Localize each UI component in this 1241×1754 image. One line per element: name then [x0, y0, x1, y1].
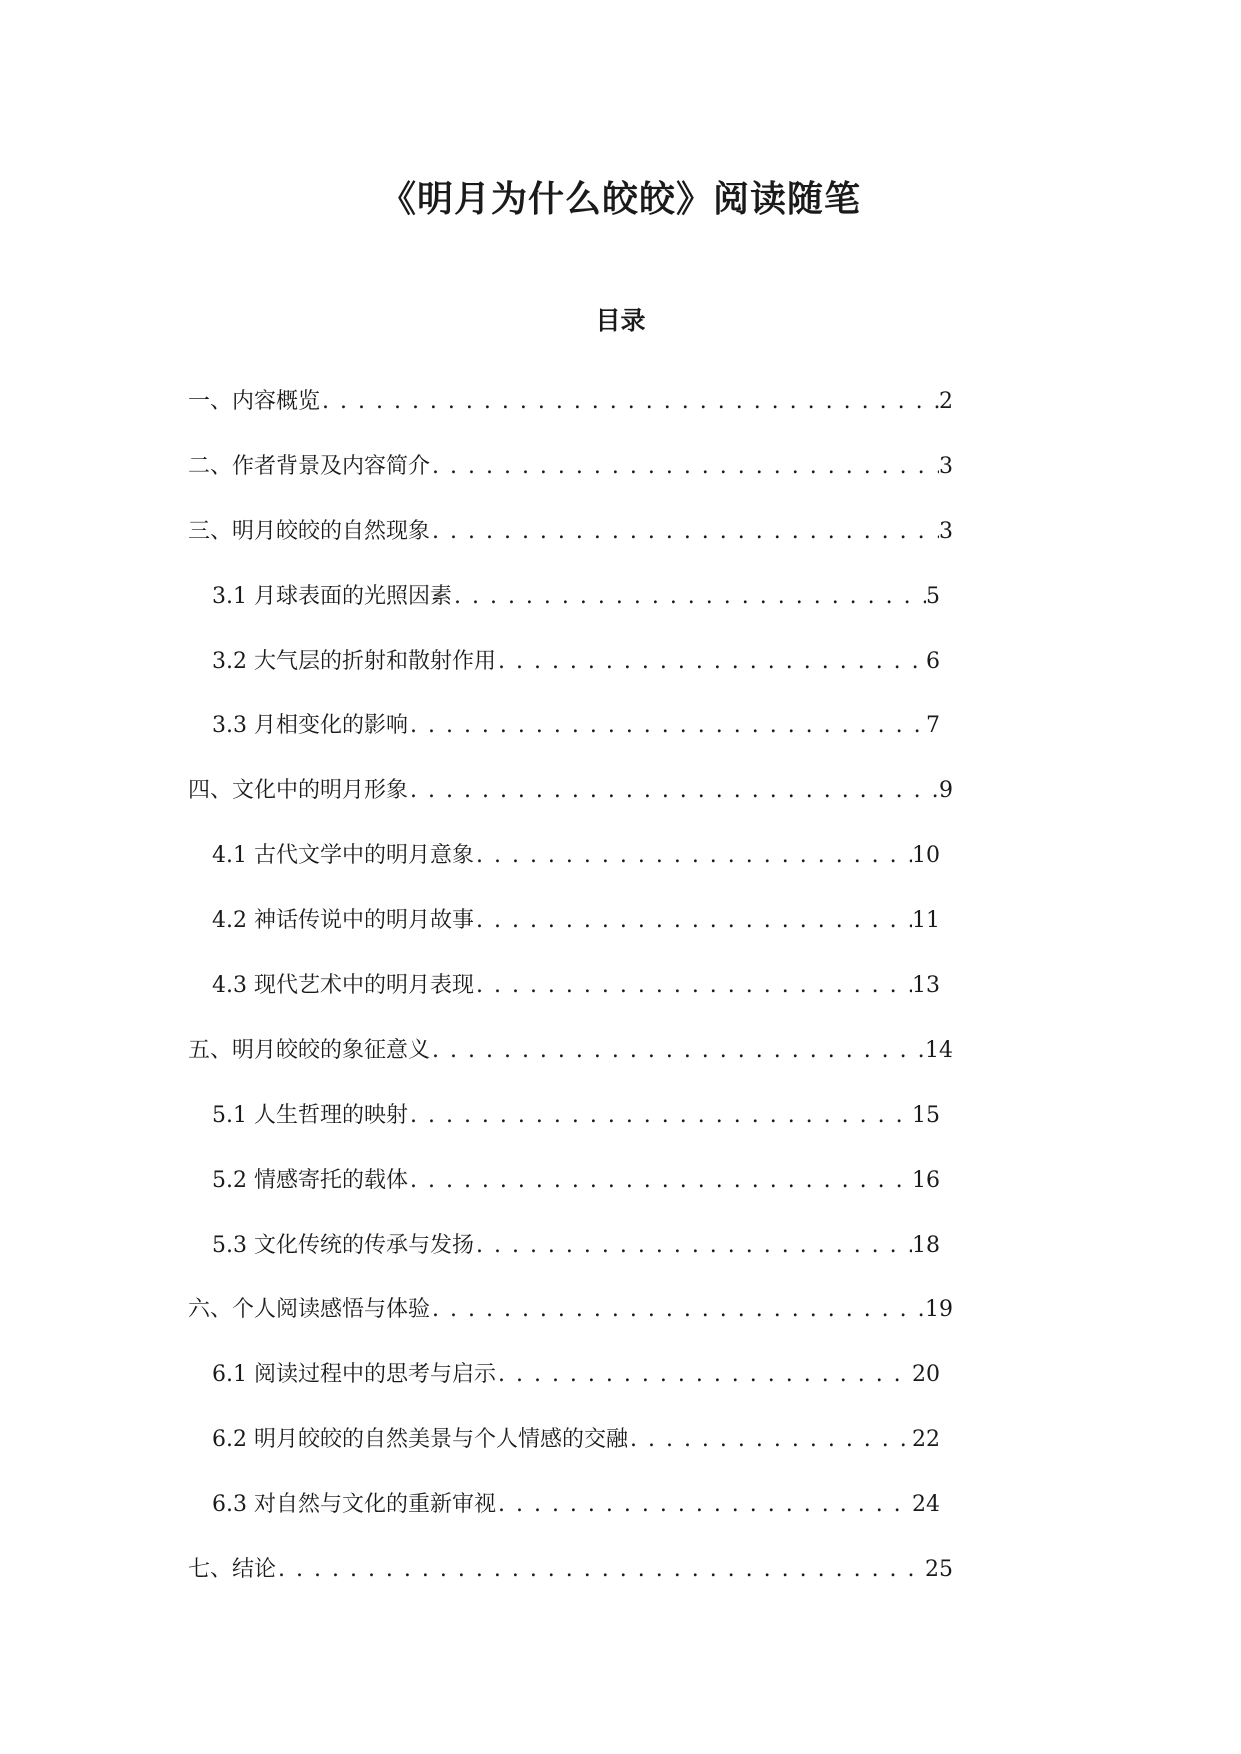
toc-page-number: 16	[912, 1167, 940, 1193]
toc-entry-label: 六、个人阅读感悟与体验	[188, 1297, 431, 1323]
toc-subentry[interactable]	[0, 968, 940, 1033]
toc-entry-label: 6.3 对自然与文化的重新审视	[212, 1492, 496, 1518]
toc-entry-label: 3.1 月球表面的光照因素	[212, 583, 452, 609]
toc-subentry[interactable]	[0, 708, 940, 773]
toc-entry-label: 5.1 人生哲理的映射	[212, 1102, 408, 1128]
toc-page-number: 2	[939, 389, 953, 414]
toc-page-number: 20	[912, 1362, 940, 1388]
toc-leader-dots	[430, 514, 939, 550]
toc-entry[interactable]	[0, 1292, 953, 1357]
toc-leader-dots	[496, 644, 926, 680]
toc-entry-label: 3.3 月相变化的影响	[212, 713, 408, 739]
toc-page-number: 3	[939, 518, 953, 544]
toc-page-number: 9	[939, 778, 953, 804]
toc-leader-dots	[496, 1357, 912, 1393]
toc-leader-dots	[496, 1487, 912, 1523]
toc-page-number: 3	[939, 453, 953, 479]
toc-leader-dots	[628, 1422, 912, 1458]
toc-subentry[interactable]	[0, 579, 940, 644]
toc-leader-dots	[408, 1163, 912, 1199]
toc-page-number: 14	[925, 1037, 953, 1063]
toc-leader-dots	[452, 579, 926, 615]
toc-entry-label: 三、明月皎皎的自然现象	[188, 518, 431, 544]
toc-entry-label: 四、文化中的明月形象	[188, 778, 409, 804]
toc-entry[interactable]	[0, 773, 953, 838]
toc-leader-dots	[430, 1292, 925, 1328]
toc-page-number: 6	[926, 648, 940, 674]
toc-leader-dots	[430, 449, 939, 485]
toc-leader-dots	[474, 968, 912, 1004]
toc-entry-label: 6.2 明月皎皎的自然美景与个人情感的交融	[212, 1427, 628, 1453]
toc-leader-dots	[408, 708, 926, 744]
toc-leader-dots	[276, 1552, 925, 1588]
toc-entry-label: 七、结论	[188, 1557, 277, 1583]
toc-page-number: 24	[912, 1492, 940, 1518]
toc-entry-label: 二、作者背景及内容简介	[188, 453, 431, 479]
toc-entry-label: 6.1 阅读过程中的思考与启示	[212, 1362, 496, 1388]
toc-leader-dots	[474, 838, 912, 874]
toc-page-number: 15	[912, 1102, 940, 1128]
toc-entry-label: 五、明月皎皎的象征意义	[188, 1037, 431, 1063]
toc-leader-dots	[320, 384, 939, 420]
toc-subentry[interactable]	[0, 838, 940, 903]
toc-page-number: 13	[912, 973, 940, 999]
toc-entry[interactable]	[0, 449, 953, 514]
toc-leader-dots	[408, 1098, 912, 1134]
toc-entry-label: 5.2 情感寄托的载体	[212, 1167, 408, 1193]
toc-subentry[interactable]	[0, 1487, 940, 1552]
toc-entry-label: 一、内容概览	[188, 389, 321, 414]
toc-entry-label: 3.2 大气层的折射和散射作用	[212, 648, 496, 674]
toc-page-number: 10	[912, 843, 940, 869]
toc-page-number: 18	[912, 1232, 940, 1258]
toc-entry-label: 4.1 古代文学中的明月意象	[212, 843, 474, 869]
toc-page-number: 5	[926, 583, 940, 609]
toc-heading: 目录	[595, 305, 646, 335]
toc-entry[interactable]	[0, 514, 953, 579]
toc-subentry[interactable]	[0, 1357, 940, 1422]
toc-page-number: 7	[926, 713, 940, 739]
toc-subentry[interactable]	[0, 1422, 940, 1487]
toc-leader-dots	[474, 903, 912, 939]
toc-entry[interactable]	[0, 1033, 953, 1098]
toc-page-number: 19	[925, 1297, 953, 1323]
table-of-contents	[0, 384, 1241, 1617]
toc-entry-label: 5.3 文化传统的传承与发扬	[212, 1232, 474, 1258]
toc-page-number: 25	[925, 1557, 953, 1583]
toc-entry[interactable]	[0, 1552, 953, 1617]
toc-page-number: 22	[912, 1427, 940, 1453]
toc-subentry[interactable]	[0, 1098, 940, 1163]
toc-subentry[interactable]	[0, 644, 940, 709]
document-title: 《明月为什么皎皎》阅读随笔	[379, 179, 861, 221]
toc-subentry[interactable]	[0, 903, 940, 968]
toc-leader-dots	[430, 1033, 925, 1069]
toc-entry[interactable]	[0, 384, 953, 449]
toc-subentry[interactable]	[0, 1228, 940, 1293]
toc-entry-label: 4.2 神话传说中的明月故事	[212, 908, 474, 934]
toc-subentry[interactable]	[0, 1163, 940, 1228]
toc-entry-label: 4.3 现代艺术中的明月表现	[212, 973, 474, 999]
toc-page-number: 11	[912, 908, 940, 934]
toc-leader-dots	[474, 1228, 912, 1264]
toc-leader-dots	[408, 773, 939, 809]
